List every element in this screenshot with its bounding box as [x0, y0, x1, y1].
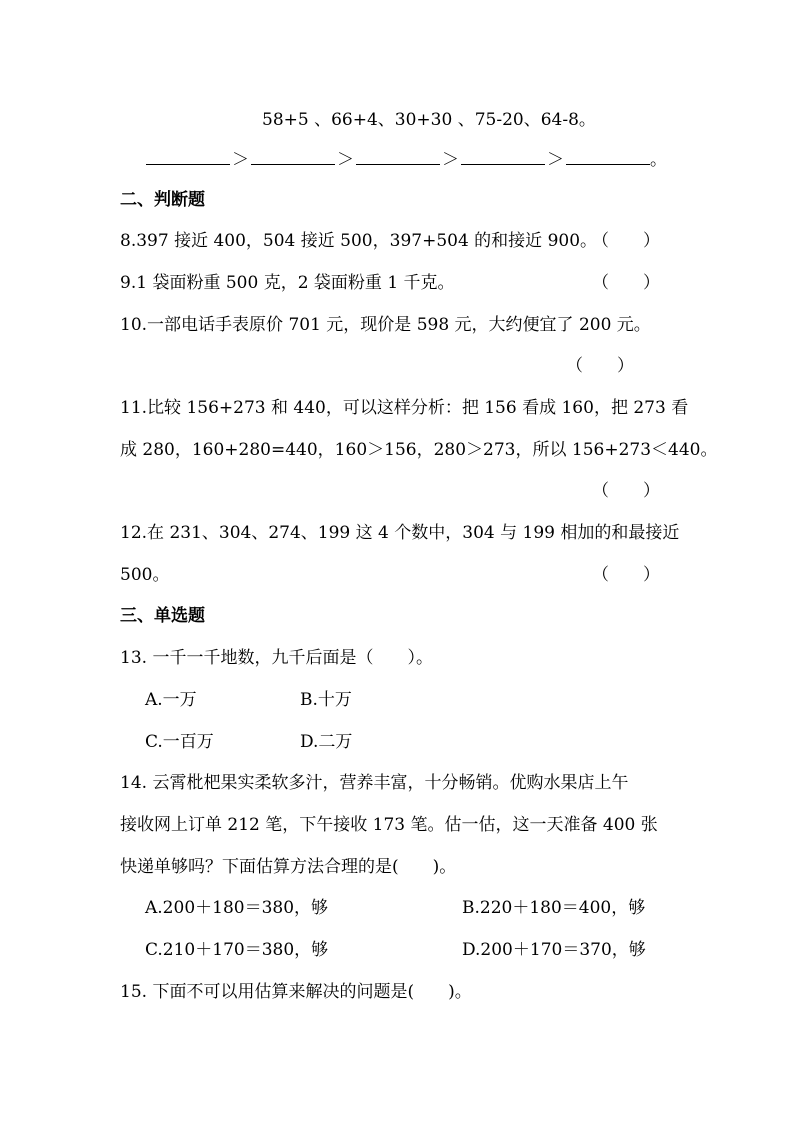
- choice-q13-option-d[interactable]: D.二万: [300, 732, 353, 752]
- judge-q11-text-line1: 11.比较 156+273 和 440，可以这样分析：把 156 看成 160，把 273 看: [120, 398, 689, 418]
- q7-compare-row: [146, 148, 667, 172]
- judge-q9-text: 9.1 袋面粉重 500 克，2 袋面粉重 1 千克。: [120, 273, 455, 293]
- choice-q14-option-b[interactable]: B.220＋180＝400，够: [462, 898, 646, 918]
- choice-q14-option-a[interactable]: A.200＋180＝380，够: [145, 898, 329, 918]
- choice-q13-option-c[interactable]: C.一百万: [145, 732, 214, 752]
- section-heading-choice: 三、单选题: [120, 606, 205, 626]
- answer-blank[interactable]: [146, 148, 230, 165]
- greater-than-sign: ＞: [442, 150, 459, 170]
- choice-q13-option-b[interactable]: B.十万: [300, 690, 352, 710]
- judge-q8-answer-paren[interactable]: （ ）: [592, 231, 660, 251]
- section-heading-judge: 二、判断题: [120, 190, 205, 210]
- judge-q8-text: 8.397 接近 400，504 接近 500，397+504 的和接近 900。: [120, 231, 598, 251]
- answer-blank[interactable]: [251, 148, 335, 165]
- greater-than-sign: ＞: [337, 150, 354, 170]
- answer-blank[interactable]: [461, 148, 545, 165]
- judge-q10-answer-paren[interactable]: （ ）: [566, 356, 634, 376]
- judge-q12-text-line2: 500。: [120, 565, 170, 585]
- choice-q14-stem-line2: 接收网上订单 212 笔，下午接收 173 笔。估一估，这一天准备 400 张: [120, 815, 658, 835]
- choice-q15-stem: 15. 下面不可以用估算来解决的问题是( )。: [120, 982, 472, 1002]
- choice-q13-stem: 13. 一千一千地数，九千后面是（ ）。: [120, 648, 433, 668]
- period: 。: [650, 150, 667, 170]
- judge-q12-answer-paren[interactable]: （ ）: [592, 565, 660, 585]
- judge-q11-answer-paren[interactable]: （ ）: [592, 481, 660, 501]
- answer-blank[interactable]: [356, 148, 440, 165]
- judge-q12-text-line1: 12.在 231、304、274、199 这 4 个数中，304 与 199 相加的和最接近: [120, 523, 680, 543]
- choice-q14-stem-line1: 14. 云霄枇杷果实柔软多汁，营养丰富，十分畅销。优购水果店上午: [120, 773, 629, 793]
- judge-q10-text: 10.一部电话手表原价 701 元，现价是 598 元，大约便宜了 200 元。: [120, 315, 651, 335]
- greater-than-sign: ＞: [547, 150, 564, 170]
- judge-q11-text-line2: 成 280，160+280=440，160＞156，280＞273，所以 156+273＜440。: [120, 440, 718, 460]
- choice-q14-stem-line3: 快递单够吗？下面估算方法合理的是( )。: [120, 857, 457, 877]
- choice-q14-option-d[interactable]: D.200＋170＝370，够: [462, 940, 646, 960]
- choice-q14-option-c[interactable]: C.210＋170＝380，够: [145, 940, 329, 960]
- greater-than-sign: ＞: [232, 150, 249, 170]
- choice-q13-option-a[interactable]: A.一万: [145, 690, 197, 710]
- judge-q9-answer-paren[interactable]: （ ）: [592, 273, 660, 293]
- q7-numbers: 58+5 、66+4、30+30 、75-20、64-8。: [262, 110, 596, 130]
- answer-blank[interactable]: [566, 148, 650, 165]
